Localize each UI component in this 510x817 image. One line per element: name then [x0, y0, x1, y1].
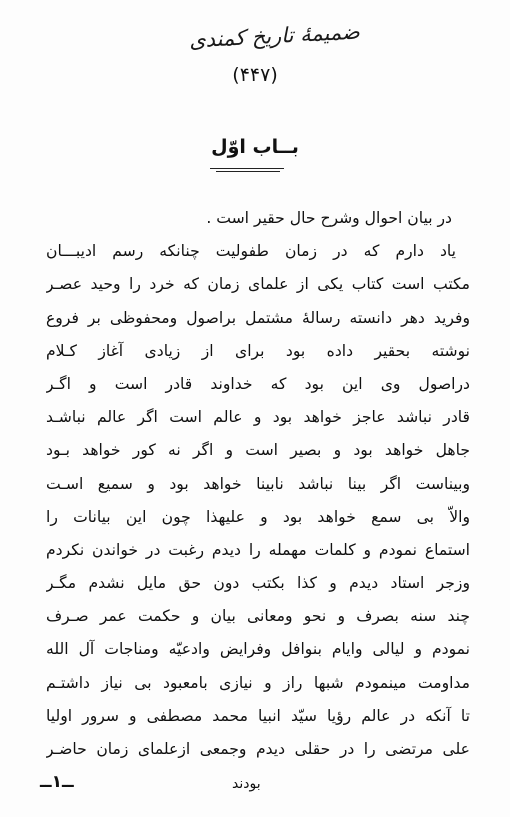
body-line: علی مرتضی را در حقلی دیدم وجمعی ازعلمای زمان حاضـر: [46, 740, 470, 758]
body-line: جاهل خواهد بود و بصیر است و اگر نه کور خواهد بـود: [46, 441, 470, 460]
body-line: والاّ بی سمع خواهد بود و علیهذا چون این بیانات را: [46, 507, 470, 526]
body-line: وفرید دهر دانسته رسالۀ مشتمل براصول ومحفوظی بر فروع: [46, 308, 470, 327]
body-line: یاد دارم که در زمان طفولیت چنانکه رسم ادیبـــان: [46, 242, 456, 261]
body-line: چند سنه بصرف و نحو ومعانی بیان و حکمت عمر صـرف: [46, 607, 470, 626]
body-line: قادر نباشد عاجز خواهد بود و عالم است اگر عالم نباشـد: [46, 408, 470, 427]
catchword: بودند: [232, 776, 261, 792]
body-line: مکتب است کتاب یکی از علمای زمان که خرد را وحید عصـر: [46, 275, 470, 294]
body-line: وزجر استاد دیدم و کذا بکتب دون حق مایل نشدم مگـر: [46, 574, 470, 593]
body-line: تا آنکه در عالم رؤیا سیّد انبیا محمد مصطفی و سرور اولیا: [46, 706, 470, 725]
body-line: استماع نمودم و کلمات مهمله را دیدم رغبت در خواندن نکردم: [46, 540, 470, 559]
page-number: (۴۴۷): [232, 64, 278, 86]
chapter-heading: بــاب اوّل: [211, 136, 299, 158]
body-line: مداومت مینمودم شبها راز و نیازی بامعبود بی نیاز داشتـم: [46, 673, 470, 692]
body-line: در بیان احوال وشرح حال حقیر است .: [206, 209, 452, 227]
supplement-handwritten-note: ضمیمۀ تاریخ کمندی: [188, 19, 361, 53]
heading-underline-second: [216, 171, 280, 172]
heading-underline: [210, 168, 284, 169]
body-line: وبیناست اگر بینا نباشد نابینا خواهد بود و سمیع اسـت: [46, 474, 470, 493]
body-line: دراصول وی این بود که خداوند قادر است و اگـر: [46, 374, 470, 393]
chapter-heading-wrapper: [0, 136, 510, 162]
page-marker: ــ۱ــ: [40, 772, 74, 792]
body-line: نوشته بحقیر داده بود برای از زیادی آغاز کـلام: [46, 341, 470, 360]
body-line: نمودم و لیالی وایام بنوافل وفرایض وادعیّه ومناجات آل الله: [46, 640, 470, 659]
body-text: [46, 202, 470, 766]
